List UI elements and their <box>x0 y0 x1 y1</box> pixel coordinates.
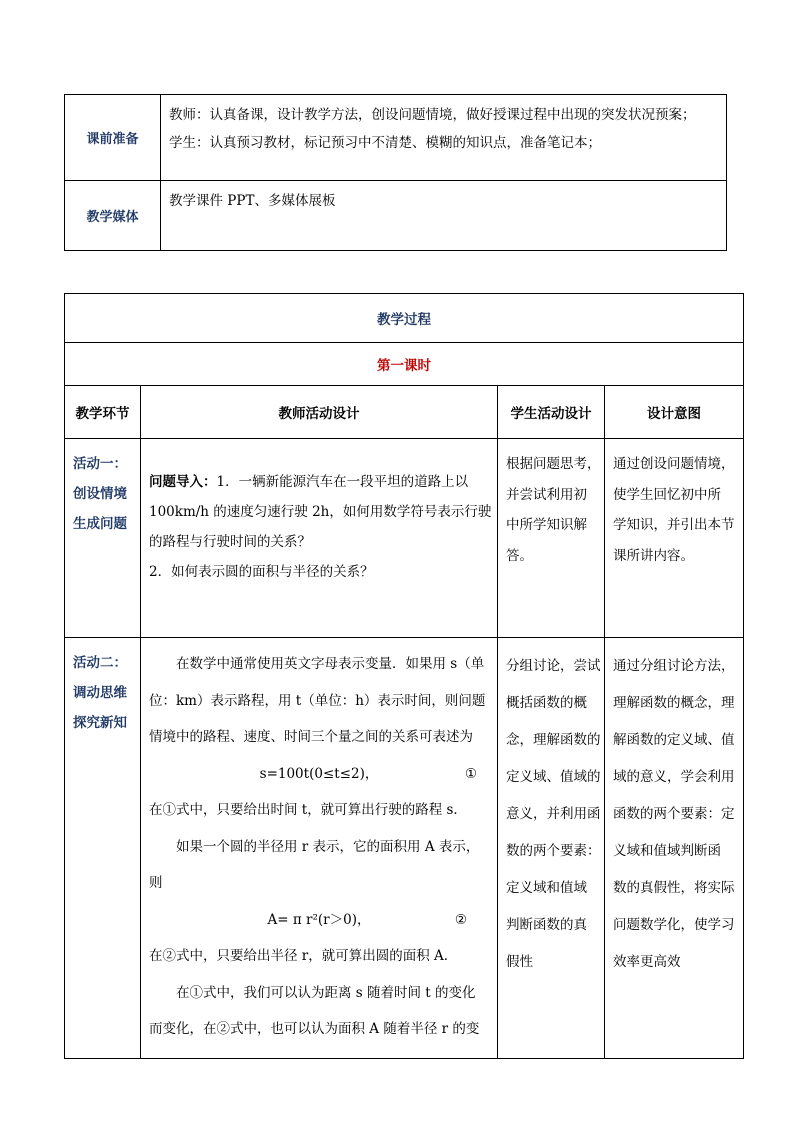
intent-line: 课所讲内容。 <box>613 547 694 564</box>
student-line: 意义，并利用函 <box>506 806 601 822</box>
intent-line: 通过创设问题情境， <box>613 456 735 472</box>
formula-1-number: ① <box>464 765 477 782</box>
stage-line: 探究新知 <box>73 715 127 731</box>
activity-2-stage <box>65 638 141 1059</box>
teacher-line: 在数学中通常使用英文字母表示变量．如果用 s（单 <box>176 656 485 672</box>
teacher-line: 在①式中，只要给出时间 t，就可算出行驶的路程 s． <box>149 802 467 818</box>
student-line: 中所学知识解 <box>506 517 587 533</box>
prep-content <box>161 95 727 181</box>
activity-row-1 <box>65 439 744 638</box>
student-line: 定义域、值域的 <box>506 769 601 785</box>
teacher-line: 在①式中，我们可以认为距离 s 随着时间 t 的变化 <box>176 984 476 1001</box>
header-intent: 设计意图 <box>605 386 744 439</box>
intent-line: 学知识，并引出本节 <box>613 517 735 533</box>
intent-line: 通过分组讨论方法， <box>613 658 735 674</box>
student-line: 假性 <box>506 954 533 970</box>
activity-2-teacher <box>141 638 498 1059</box>
teacher-line: 而变化，在②式中，也可以认为面积 A 随着半径 r 的变 <box>149 1021 480 1037</box>
teacher-line-text: 1．一辆新能源汽车在一段平坦的道路上以 <box>216 474 469 490</box>
intent-line: 解函数的定义域、值 <box>613 732 735 748</box>
student-line: 分组讨论，尝试 <box>506 658 601 674</box>
header-stage: 教学环节 <box>65 386 141 439</box>
prep-label: 课前准备 <box>65 95 161 181</box>
teacher-line: 100km/h 的速度匀速行驶 2h，如何用数学符号表示行驶 <box>149 504 492 520</box>
student-line: 并尝试利用初 <box>506 486 587 503</box>
formula-2-number: ② <box>454 911 467 928</box>
activity-2-student <box>498 638 605 1059</box>
intent-line: 问题数学化，使学习 <box>613 917 735 933</box>
teacher-line: 如果一个圆的半径用 r 表示，它的面积用 A 表示， <box>176 838 480 855</box>
student-line: 定义域和值域 <box>506 880 587 896</box>
stage-line: 活动二： <box>73 655 127 671</box>
session-label: 第一课时 <box>65 343 744 386</box>
teacher-line: 2．如何表示圆的面积与半径的关系？ <box>149 564 374 580</box>
teacher-prep-text: 教师：认真备课，设计教学方法，创设问题情境，做好授课过程中出现的突发状况预案； <box>169 107 696 123</box>
media-row <box>65 181 727 251</box>
student-line: 判断函数的真 <box>506 917 587 933</box>
prep-table <box>64 94 727 251</box>
teacher-line <box>149 467 489 497</box>
intent-line: 义域和值域判断函 <box>613 843 721 859</box>
formula-1 <box>149 756 489 793</box>
formula-1-text: s=100t(0≤t≤2)， <box>259 765 379 782</box>
media-text: 教学课件 PPT、多媒体展板 <box>169 193 336 209</box>
formula-2 <box>149 902 489 939</box>
intent-line: 函数的两个要素：定 <box>613 806 735 822</box>
teacher-line: 情境中的路程、速度、时间三个量之间的关系可表述为 <box>149 729 473 745</box>
header-teacher: 教师活动设计 <box>141 386 498 439</box>
stage-line: 创设情境 <box>73 486 127 502</box>
student-prep-text: 学生：认真预习教材，标记预习中不清楚、模糊的知识点，准备笔记本； <box>169 135 601 151</box>
process-title: 教学过程 <box>65 294 744 343</box>
stage-line: 调动思维 <box>73 685 127 701</box>
intent-line: 域的意义，学会利用 <box>613 769 735 785</box>
stage-line: 生成问题 <box>73 516 127 532</box>
activity-row-2 <box>65 638 744 1059</box>
student-line: 数的两个要素： <box>506 843 601 859</box>
process-table <box>64 293 744 1059</box>
prep-row <box>65 95 727 181</box>
intent-line: 数的真假性，将实际 <box>613 880 735 896</box>
activity-1-teacher <box>141 439 498 638</box>
header-student: 学生活动设计 <box>498 386 605 439</box>
activity-1-intent <box>605 439 744 638</box>
teacher-line: 的路程与行驶时间的关系？ <box>149 534 311 550</box>
intent-line: 效率更高效 <box>613 954 681 970</box>
student-line: 念，理解函数的 <box>506 732 601 748</box>
teacher-line: 位：km）表示路程，用 t（单位：h）表示时间，则问题 <box>149 692 486 709</box>
formula-2-text: A= π r²(r＞0)， <box>267 911 371 928</box>
teacher-line: 在②式中，只要给出半径 r，就可算出圆的面积 A． <box>149 948 458 964</box>
question-intro-label: 问题导入： <box>149 474 217 490</box>
activity-1-stage <box>65 439 141 638</box>
activity-1-student <box>498 439 605 638</box>
teacher-line: 则 <box>149 875 163 891</box>
student-line: 概括函数的概 <box>506 695 587 711</box>
stage-line: 活动一： <box>73 456 127 472</box>
intent-line: 使学生回忆初中所 <box>613 486 721 503</box>
media-content <box>161 181 727 251</box>
student-line: 答。 <box>506 547 533 564</box>
media-label: 教学媒体 <box>65 181 161 251</box>
student-line: 根据问题思考， <box>506 456 601 472</box>
activity-2-intent <box>605 638 744 1059</box>
intent-line: 理解函数的概念，理 <box>613 695 735 711</box>
header-row <box>65 386 744 439</box>
